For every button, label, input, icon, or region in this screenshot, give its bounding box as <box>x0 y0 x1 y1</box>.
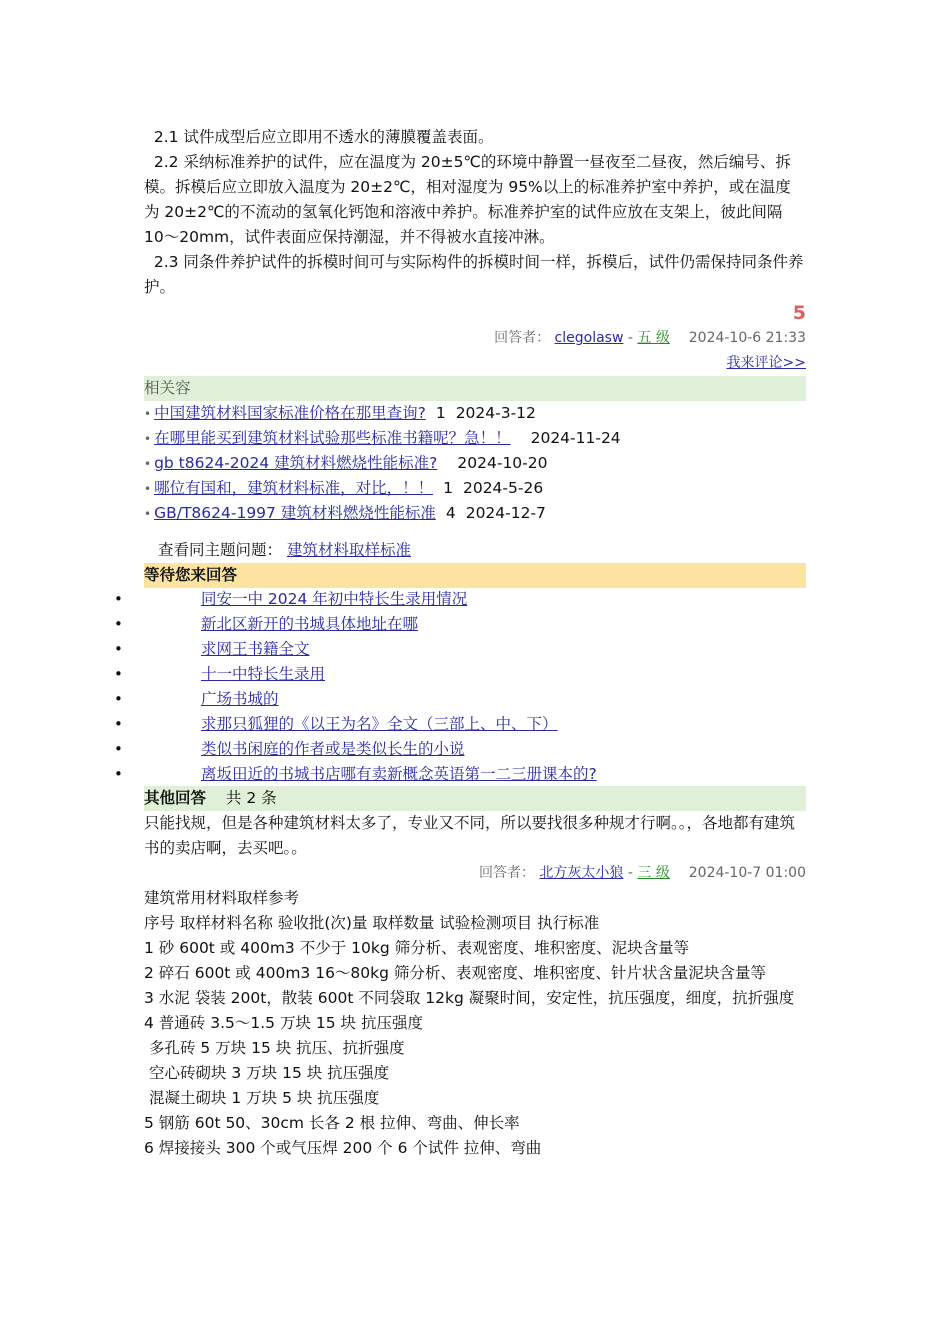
comment-row <box>144 351 806 376</box>
reference-line: 混凝土砌块 1 万块 5 块 抗压强度 <box>144 1089 380 1107</box>
answerer-level-link[interactable]: 五 级 <box>637 330 670 346</box>
answer-time: 2024-10-7 01:00 <box>688 865 806 881</box>
related-item-date: 2024-12-7 <box>465 504 546 522</box>
other-answers-title: 其他回答 <box>144 789 207 807</box>
reference-line: 6 焊接接头 300 个或气压焊 200 个 6 个试件 拉伸、弯曲 <box>144 1139 542 1157</box>
bullet-icon: • <box>114 715 123 733</box>
bullet-icon: • <box>144 457 152 471</box>
related-item <box>144 501 806 526</box>
reference-line: 空心砖砌块 3 万块 15 块 抗压强度 <box>144 1064 390 1082</box>
waiting-item <box>114 712 814 737</box>
waiting-item <box>114 737 814 762</box>
waiting-item-link[interactable]: 同安一中 2024 年初中特长生录用情况 <box>201 590 468 608</box>
waiting-item <box>114 662 814 687</box>
same-topic-row <box>144 538 806 563</box>
other-answers-count: 共 2 条 <box>225 789 277 807</box>
reference-line: 建筑常用材料取样参考 <box>144 889 300 907</box>
answer-time: 2024-10-6 21:33 <box>688 330 806 346</box>
waiting-item-link[interactable]: 离坂田近的书城书店哪有卖新概念英语第一二三册课本的? <box>201 765 597 783</box>
bullet-icon: • <box>114 640 123 658</box>
reference-line: 多孔砖 5 万块 15 块 抗压、抗折强度 <box>144 1039 405 1057</box>
waiting-item <box>114 637 814 662</box>
reference-line: 4 普通砖 3.5～1.5 万块 15 块 抗压强度 <box>144 1014 423 1032</box>
reference-line: 3 水泥 袋装 200t，散装 600t 不同袋取 12kg 凝聚时间，安定性，抗压强度，细度，抗折强度 <box>144 989 795 1007</box>
bullet-icon: • <box>114 615 123 633</box>
other-answers-header <box>144 786 806 811</box>
related-item-link[interactable]: GB/T8624-1997 建筑材料燃烧性能标准 <box>154 504 436 522</box>
related-item-link[interactable]: gb t8624-2024 建筑材料燃烧性能标准? <box>154 454 438 472</box>
other-answer-meta <box>144 861 806 886</box>
waiting-item <box>114 612 814 637</box>
answerer-label: 回答者： <box>478 865 535 881</box>
related-item <box>144 476 806 501</box>
related-item-link[interactable]: 哪位有国和，建筑材料标准，对比，！！ <box>154 479 434 497</box>
bullet-icon: • <box>114 690 123 708</box>
related-item-count: 4 <box>445 504 456 522</box>
answerer-name-link[interactable]: clegolasw <box>554 330 624 346</box>
best-answer <box>144 125 806 588</box>
related-item-link[interactable]: 在哪里能买到建筑材料试验那些标准书籍呢？急！！ <box>154 429 511 447</box>
waiting-item <box>114 587 814 612</box>
waiting-item-link[interactable]: 类似书闲庭的作者或是类似长生的小说 <box>201 740 465 758</box>
bullet-icon: • <box>144 407 152 421</box>
reference-line: 序号 取样材料名称 验收批(次)量 取样数量 试验检测项目 执行标准 <box>144 914 600 932</box>
waiting-item-link[interactable]: 求网王书籍全文 <box>201 640 310 658</box>
related-item-count: 1 <box>443 479 453 497</box>
answer-paragraph: 2.3 同条件养护试件的拆模时间可与实际构件的拆模时间一样，拆模后，试件仍需保持同条件养护。 <box>144 253 804 296</box>
related-item-date: 2024-3-12 <box>455 404 536 422</box>
waiting-header: 等待您来回答 <box>144 563 806 588</box>
bullet-icon: • <box>114 740 123 758</box>
waiting-item-link[interactable]: 新北区新开的书城具体地址在哪 <box>201 615 419 633</box>
related-item <box>144 426 806 451</box>
add-comment-link[interactable]: 我来评论>> <box>726 355 806 371</box>
waiting-item <box>114 687 814 712</box>
reference-line: 5 钢筋 60t 50、30cm 长各 2 根 拉伸、弯曲、伸长率 <box>144 1114 520 1132</box>
answerer-name-link[interactable]: 北方灰太小狼 <box>539 865 624 881</box>
meta-separator: - <box>627 865 633 881</box>
other-answers <box>144 786 806 1161</box>
waiting-item-link[interactable]: 广场书城的 <box>201 690 279 708</box>
waiting-item-link[interactable]: 求那只狐狸的《以王为名》全文（三部上、中、下） <box>201 715 558 733</box>
waiting-item <box>114 762 814 787</box>
meta-separator: - <box>627 330 633 346</box>
related-header: 相关容 <box>144 376 806 401</box>
related-item-date: 2024-10-20 <box>457 454 548 472</box>
reference-line: 1 砂 600t 或 400m3 不少于 10kg 筛分析、表观密度、堆积密度、泥块含量等 <box>144 939 690 957</box>
bullet-icon: • <box>144 482 152 496</box>
bullet-icon: • <box>114 590 123 608</box>
other-answer-text: 只能找规，但是各种建筑材料太多了，专业又不同，所以要找很多种规才行啊。。，各地都有建筑书的卖店啊，去买吧。。 <box>144 814 796 857</box>
bullet-icon: • <box>144 432 152 446</box>
bullet-icon: • <box>114 765 123 783</box>
answer-paragraph: 2.1 试件成型后应立即用不透水的薄膜覆盖表面。 <box>144 128 494 146</box>
answer-meta <box>144 326 806 351</box>
bullet-icon: • <box>144 507 152 521</box>
related-item-count: 1 <box>435 404 446 422</box>
waiting-item-link[interactable]: 十一中特长生录用 <box>201 665 326 683</box>
answer-score: 5 <box>792 302 806 324</box>
related-item <box>144 401 806 426</box>
bullet-icon: • <box>114 665 123 683</box>
reference-line: 2 碎石 600t 或 400m3 16～80kg 筛分析、表观密度、堆积密度、针片状含量泥块含量等 <box>144 964 766 982</box>
related-item <box>144 451 806 476</box>
answer-paragraph: 2.2 采纳标准养护的试件，应在温度为 20±5℃的环境中静置一昼夜至二昼夜，然后编号、拆模。拆模后应立即放入温度为 20±2℃，相对湿度为 95%以上的标准养护室中养护，或在温度为 20±2℃的不流动的氢氧化钙饱和溶液中养护。标准养护室的试件应放在支架上，彼此间隔 10～20mm，试件表面应保持潮湿，并不得被水直接冲淋。 <box>144 153 791 246</box>
same-topic-label: 查看同主题问题： <box>158 541 283 559</box>
answerer-level-link[interactable]: 三 级 <box>637 865 670 881</box>
related-item-date: 2024-5-26 <box>462 479 544 497</box>
waiting-list <box>114 587 814 787</box>
answerer-label: 回答者： <box>494 330 551 346</box>
related-item-date: 2024-11-24 <box>530 429 621 447</box>
sampling-reference <box>144 886 806 1161</box>
related-item-link[interactable]: 中国建筑材料国家标准价格在那里查询? <box>154 404 426 422</box>
related-list <box>144 401 806 526</box>
same-topic-link[interactable]: 建筑材料取样标准 <box>286 541 411 559</box>
